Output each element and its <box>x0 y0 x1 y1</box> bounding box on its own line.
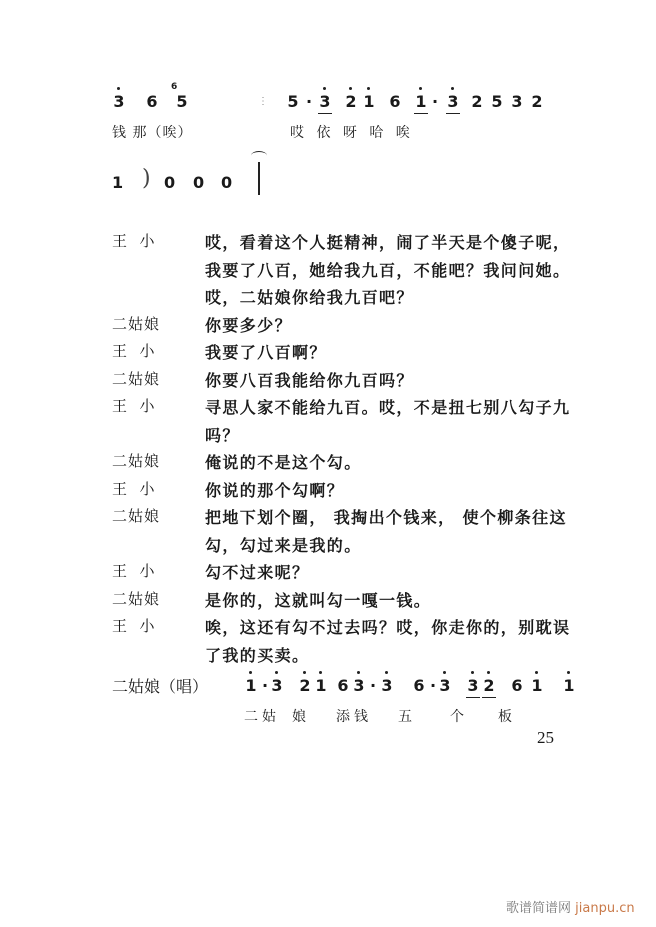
speech-line: 我要了八百，她给我九百，不能吧？我问问她。 <box>205 260 571 280</box>
note: 0 <box>221 173 233 192</box>
speaker-name: 二姑娘 <box>112 452 161 470</box>
speech-line: 寻思人家不能给九百。哎，不是扭七别八勾子九 <box>205 398 571 417</box>
note: 2 <box>298 676 312 695</box>
speaker-name: 二姑娘 <box>112 507 161 525</box>
note: 3 <box>380 676 394 695</box>
speech-line: 你要多少？ <box>205 315 293 335</box>
note: 6 <box>146 92 158 111</box>
speaker-name: 王 小 <box>112 232 156 250</box>
watermark-cn: 歌谱简谱网 <box>506 901 572 916</box>
watermark-en: jianpu.cn <box>575 901 635 916</box>
speaker-name: 二姑娘 <box>112 589 161 608</box>
note: 1 <box>562 676 576 695</box>
bar-mark: ⋮ <box>258 96 268 107</box>
speech-line: 哎，二姑娘你给我九百吧？ <box>205 288 414 307</box>
note: 1 <box>112 173 124 192</box>
speech-line: 唉，这还有勾不过去吗？哎，你走你的，别耽误 <box>205 618 571 637</box>
beam-line <box>482 697 496 698</box>
speech-line: 把地下划个圈， 我掏出个钱来， 使个柳条往这 <box>205 508 567 527</box>
note: 0 <box>164 173 176 192</box>
dot-mark: · <box>305 92 313 111</box>
octave-dot <box>567 671 570 674</box>
note: 1 <box>530 676 544 695</box>
lyric-syllable: 二姑 <box>244 709 280 725</box>
note: 2 <box>344 92 358 111</box>
speech-line: 你说的那个勾啊？ <box>205 480 345 500</box>
note: 3 <box>446 92 460 111</box>
note: 2 <box>531 92 543 111</box>
note: 6 <box>511 676 523 695</box>
lyrics-a: 钱 那（唉） <box>112 125 193 141</box>
octave-dot <box>323 87 326 90</box>
slur-mark: ) <box>142 166 151 191</box>
octave-dot <box>319 671 322 674</box>
note: 1 <box>362 92 376 111</box>
octave-dot <box>451 87 454 90</box>
beam-line <box>414 113 428 114</box>
note: 1 <box>244 676 258 695</box>
note: 3 <box>318 92 332 111</box>
speech-line: 俺说的不是这个勾。 <box>205 453 362 472</box>
note: 5 6 <box>171 82 188 111</box>
note: 5 <box>287 92 299 111</box>
beam-line <box>466 697 480 698</box>
lyric-syllable: 五 <box>398 709 416 725</box>
singer-label: 二姑娘（唱） <box>112 677 209 696</box>
octave-dot <box>385 671 388 674</box>
speaker-name: 二姑娘 <box>112 314 161 333</box>
note: 3 <box>511 92 523 111</box>
fermata-icon <box>251 151 267 160</box>
octave-dot <box>367 87 370 90</box>
note: 3 <box>112 92 126 111</box>
octave-dot <box>303 671 306 674</box>
octave-dot <box>349 87 352 90</box>
lyric-syllable: 娘 <box>292 709 310 725</box>
octave-dot <box>487 671 490 674</box>
dot-mark: · <box>369 676 377 695</box>
watermark <box>506 897 635 916</box>
note: 6 <box>413 676 425 695</box>
beam-line <box>446 113 460 114</box>
note: 6 <box>389 92 401 111</box>
page-number: 25 <box>537 728 554 747</box>
dot-mark: · <box>429 676 437 695</box>
speaker-name: 二姑娘 <box>112 369 161 388</box>
speaker-name: 王 小 <box>112 479 156 498</box>
speaker-name: 王 小 <box>112 397 156 415</box>
dot-mark: · <box>261 676 269 695</box>
speech-line: 了我的买卖。 <box>205 645 310 665</box>
barline <box>258 162 260 195</box>
note: 3 <box>352 676 366 695</box>
grace-note: 6 <box>171 82 178 92</box>
note: 2 <box>482 676 496 695</box>
octave-dot <box>419 87 422 90</box>
speech-line: 我要了八百啊？ <box>205 343 327 362</box>
octave-dot <box>275 671 278 674</box>
octave-dot <box>357 671 360 674</box>
octave-dot <box>471 671 474 674</box>
note: 0 <box>193 173 205 192</box>
note: 1 <box>314 676 328 695</box>
speech-line: 你要八百我能给你九百吗？ <box>205 370 414 390</box>
speech-line: 勾，勾过来是我的。 <box>205 535 362 555</box>
lyric-syllable: 添钱 <box>336 709 372 725</box>
octave-dot <box>535 671 538 674</box>
beam-line <box>318 113 332 114</box>
speech-line: 哎，看着这个人挺精神，闹了半天是个傻子呢， <box>205 233 571 252</box>
speaker-name: 王 小 <box>112 342 156 360</box>
note: 3 <box>438 676 452 695</box>
speaker-name: 王 小 <box>112 562 156 580</box>
octave-dot <box>249 671 252 674</box>
speaker-name: 王 小 <box>112 617 156 635</box>
note: 2 <box>471 92 483 111</box>
octave-dot <box>117 87 120 90</box>
octave-dot <box>443 671 446 674</box>
note: 6 <box>337 676 349 695</box>
note: 3 <box>466 676 480 695</box>
lyric-syllable: 个 <box>450 709 468 725</box>
speech-line: 是你的，这就叫勾一嘎一钱。 <box>205 590 432 610</box>
dot-mark: · <box>431 92 439 111</box>
note: 5 <box>491 92 503 111</box>
lyric-syllable: 板 <box>498 709 516 725</box>
speech-line: 勾不过来呢？ <box>205 563 310 582</box>
speech-line: 吗？ <box>205 425 240 445</box>
note: 3 <box>270 676 284 695</box>
note: 1 <box>414 92 428 111</box>
lyrics-b: 哎 依 呀 哈 唉 <box>290 125 411 141</box>
